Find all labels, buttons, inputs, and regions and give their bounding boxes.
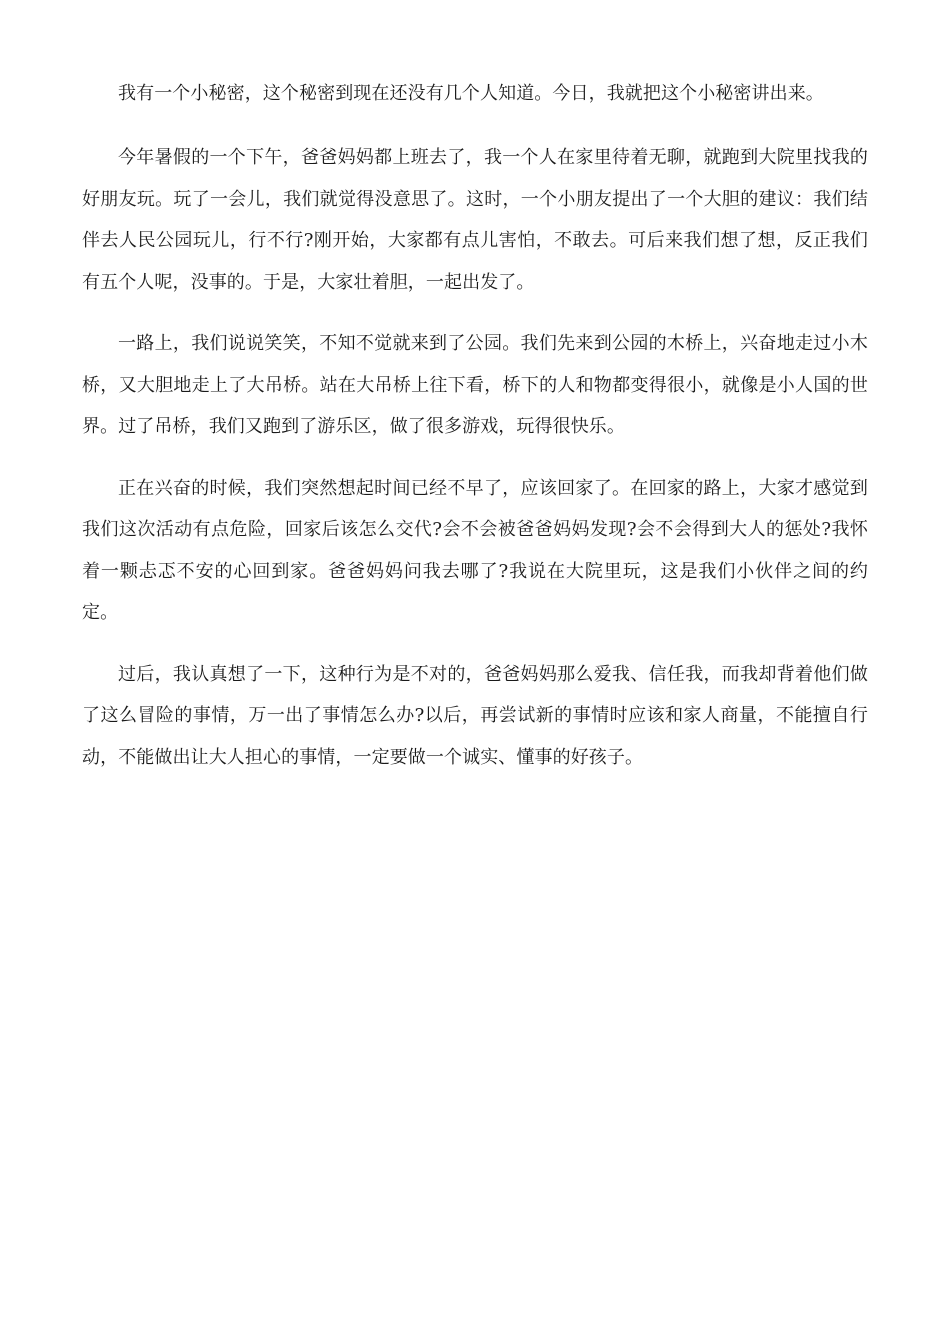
paragraph-5: 过后，我认真想了一下，这种行为是不对的，爸爸妈妈那么爱我、信任我，而我却背着他们做了这么冒险的事情，万一出了事情怎么办?以后，再尝试新的事情时应该和家人商量，不能擅自行动，不能做出让大人担心的事情，一定要做一个诚实、懂事的好孩子。 xyxy=(82,663,868,768)
paragraph-3: 一路上，我们说说笑笑，不知不觉就来到了公园。我们先来到公园的木桥上，兴奋地走过小木桥，又大胆地走上了大吊桥。站在大吊桥上往下看，桥下的人和物都变得很小，就像是小人国的世界。过了吊桥，我们又跑到了游乐区，做了很多游戏，玩得很快乐。 xyxy=(82,333,868,437)
paragraph-1: 我有一个小秘密，这个秘密到现在还没有几个人知道。今日，我就把这个小秘密讲出来。 xyxy=(118,83,824,104)
paragraph-4: 正在兴奋的时候，我们突然想起时间已经不早了，应该回家了。在回家的路上，大家才感觉到我们这次活动有点危险，回家后该怎么交代?会不会被爸爸妈妈发现?会不会得到大人的惩处?我怀着一颗忐忑不安的心回到家。爸爸妈妈问我去哪了?我说在大院里玩，这是我们小伙伴之间的约定。 xyxy=(82,477,868,623)
paragraph-2: 今年暑假的一个下午，爸爸妈妈都上班去了，我一个人在家里待着无聊，就跑到大院里找我的好朋友玩。玩了一会儿，我们就觉得没意思了。这时，一个小朋友提出了一个大胆的建议：我们结伴去人民公园玩儿，行不行?刚开始，大家都有点儿害怕，不敢去。可后来我们想了想，反正我们有五个人呢，没事的。于是，大家壮着胆，一起出发了。 xyxy=(82,147,868,293)
document-body xyxy=(82,76,868,798)
